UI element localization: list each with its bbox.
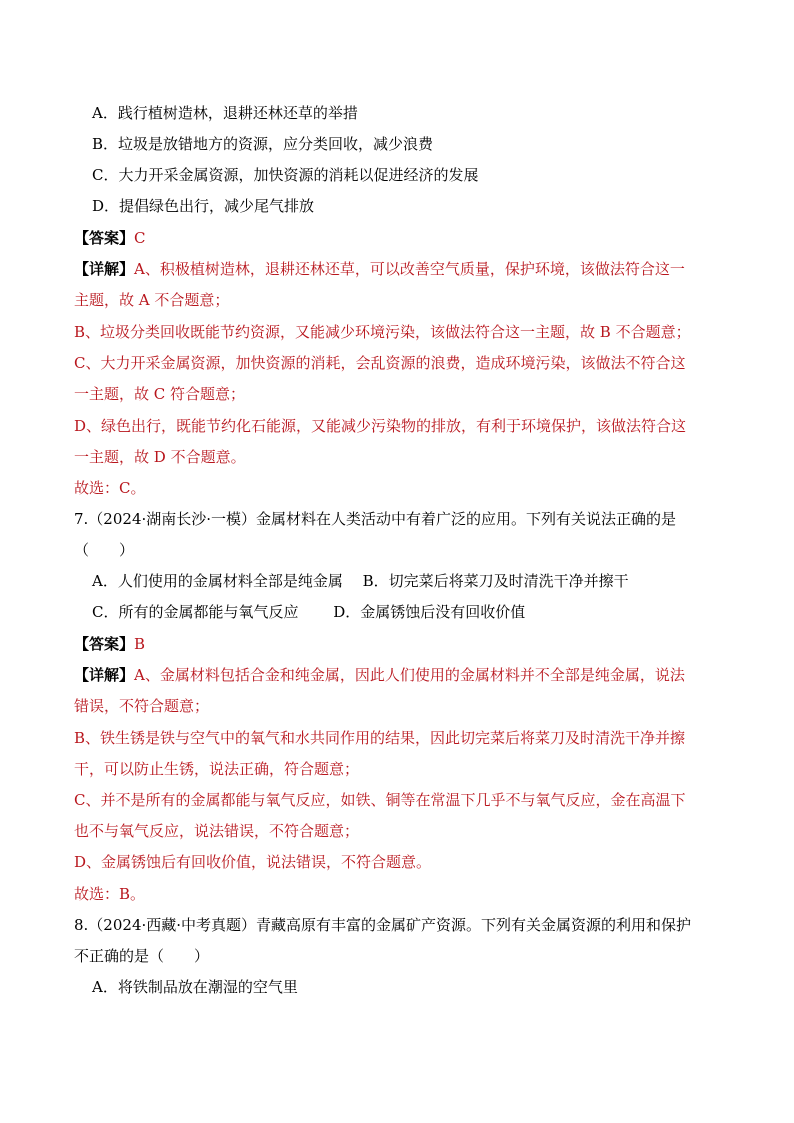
- q8-stem-line-2: 不正确的是（ ）: [74, 947, 210, 965]
- q7-detail-line-2: 错误，不符合题意；: [74, 697, 210, 715]
- q7-detail-line-4: 干，可以防止生锈，说法正确，符合题意；: [74, 760, 360, 778]
- q6-answer-value: C: [134, 229, 146, 247]
- q7-detail-label: 【详解】: [74, 666, 135, 684]
- q6-detail-line-1: [74, 259, 685, 279]
- q7-answer-value: B: [134, 635, 146, 653]
- q6-option-c: C．大力开采金属资源，加快资源的消耗以促进经济的发展: [92, 166, 479, 184]
- q6-detail-line-5: 一主题，故 C 符合题意；: [74, 385, 246, 403]
- q7-answer-label: 【答案】: [74, 635, 135, 653]
- q6-option-d: D．提倡绿色出行，减少尾气排放: [92, 197, 315, 215]
- q6-detail-label: 【详解】: [74, 260, 135, 278]
- q8-stem-line-1: 8.（2024·西藏·中考真题）青藏高原有丰富的金属矿产资源。下列有关金属资源的利用和保护: [74, 916, 692, 934]
- q7-options-row-2: C．所有的金属都能与氧气反应 D．金属锈蚀后没有回收价值: [92, 603, 526, 621]
- q7-detail-line-5: C、并不是所有的金属都能与氧气反应，如铁、铜等在常温下几乎不与氧气反应，金在高温下: [74, 791, 686, 809]
- q7-detail-line-6: 也不与氧气反应，说法错误，不符合题意；: [74, 822, 360, 840]
- q6-detail-line-3: B、垃圾分类回收既能节约资源，又能减少环境污染，该做法符合这一主题，故 B 不合题意；: [74, 323, 691, 341]
- q6-conclusion: 故选：C。: [74, 479, 146, 497]
- q6-detail-text-1: A、积极植树造林，退耕还林还草，可以改善空气质量，保护环境，该做法符合这一: [134, 260, 685, 278]
- q7-conclusion: 故选：B。: [74, 885, 146, 903]
- q6-detail-line-7: 一主题，故 D 不合题意。: [74, 448, 246, 466]
- q7-stem-line-1: 7.（2024·湖南长沙·一模）金属材料在人类活动中有着广泛的应用。下列有关说法正确的是: [74, 510, 677, 528]
- q7-options-row-1: A．人们使用的金属材料全部是纯金属 B．切完菜后将菜刀及时清洗干净并擦干: [92, 572, 629, 590]
- q6-option-b: B．垃圾是放错地方的资源，应分类回收，减少浪费: [92, 135, 434, 153]
- q7-stem-line-2: （ ）: [74, 541, 135, 559]
- q8-option-a: A．将铁制品放在潮湿的空气里: [92, 978, 298, 996]
- q6-answer-label: 【答案】: [74, 229, 135, 247]
- q6-detail-line-4: C、大力开采金属资源，加快资源的消耗，会乱资源的浪费，造成环境污染，该做法不符合这: [74, 354, 686, 372]
- q7-detail-line-1: [74, 665, 685, 685]
- q6-option-a: A．践行植树造林，退耕还林还草的举措: [92, 104, 358, 122]
- q6-answer-line: [74, 228, 146, 248]
- q7-detail-line-3: B、铁生锈是铁与空气中的氧气和水共同作用的结果，因此切完菜后将菜刀及时清洗干净并擦: [74, 729, 686, 747]
- q7-answer-line: [74, 634, 145, 654]
- q7-detail-line-7: D、金属锈蚀后有回收价值，说法错误，不符合题意。: [74, 853, 432, 871]
- q6-detail-line-2: 主题，故 A 不合题意；: [74, 291, 230, 309]
- q6-detail-line-6: D、绿色出行，既能节约化石能源，又能减少污染物的排放，有利于环境保护，该做法符合这: [74, 417, 687, 435]
- q7-detail-text-1: A、金属材料包括合金和纯金属，因此人们使用的金属材料并不全部是纯金属，说法: [134, 666, 685, 684]
